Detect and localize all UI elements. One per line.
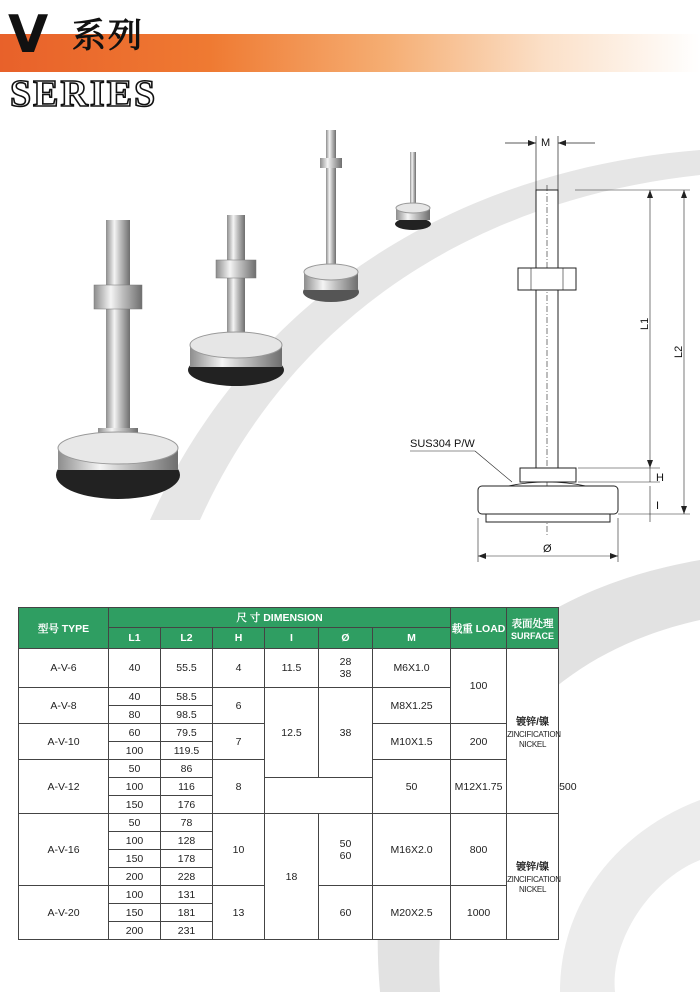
type-cell: A-V-6 [19, 649, 109, 688]
d-value: 50 [339, 837, 352, 850]
l1-cell: 40 [109, 649, 161, 688]
d-value: 38 [339, 668, 352, 680]
label-material: SUS304 P/W [410, 438, 475, 450]
d-cell [319, 649, 373, 688]
l1-cell: 100 [109, 832, 161, 850]
load-header: 载重 LOAD [451, 608, 507, 649]
l1-cell: 150 [109, 796, 161, 814]
type-cell: A-V-12 [19, 760, 109, 814]
table-row [19, 814, 559, 832]
table-row [19, 649, 559, 688]
series-title-cn: 系列 [72, 17, 144, 55]
l2-cell: 131 [161, 886, 213, 904]
load-cell: 800 [451, 814, 507, 886]
col-d-header: Ø [319, 628, 373, 649]
table-row: A-V-12 50 86 8 50 M12X1.75 500 [19, 760, 559, 778]
surface-cn: 镀锌/镍 [516, 716, 549, 728]
m-cell: M10X1.5 [373, 724, 451, 760]
surface-en-2: NICKEL [519, 885, 547, 894]
l1-cell: 50 [109, 814, 161, 832]
l1-cell: 60 [109, 724, 161, 742]
h-cell: 10 [213, 814, 265, 886]
col-m-header: M [373, 628, 451, 649]
load-cell: 1000 [451, 886, 507, 940]
surface-header-cn: 表面处理 [511, 617, 554, 630]
label-i: I [656, 500, 660, 512]
load-cell: 200 [451, 724, 507, 760]
type-cell: A-V-10 [19, 724, 109, 760]
l2-cell: 58.5 [161, 688, 213, 706]
label-l1: L1 [639, 317, 651, 330]
d-cell: 60 [319, 886, 373, 940]
l1-cell: 100 [109, 778, 161, 796]
type-header: 型号 TYPE [19, 608, 109, 649]
load-cell: 100 [451, 649, 507, 724]
l1-cell: 200 [109, 868, 161, 886]
l1-cell: 50 [109, 760, 161, 778]
l2-cell: 178 [161, 850, 213, 868]
type-cell: A-V-16 [19, 814, 109, 886]
h-cell: 8 [213, 760, 265, 814]
l2-cell: 181 [161, 904, 213, 922]
l2-cell: 176 [161, 796, 213, 814]
spec-table [18, 607, 577, 940]
surface-cell [507, 649, 559, 814]
series-letter: V [8, 5, 49, 65]
l2-cell: 228 [161, 868, 213, 886]
i-cell: 18 [265, 814, 319, 940]
l1-cell: 150 [109, 850, 161, 868]
h-cell: 4 [213, 649, 265, 688]
col-l2-header: L2 [161, 628, 213, 649]
col-h-header: H [213, 628, 265, 649]
type-cell: A-V-20 [19, 886, 109, 940]
surface-cn: 镀锌/镍 [516, 862, 549, 873]
surface-cell [507, 814, 559, 940]
surface-header-en: SURFACE [511, 630, 555, 641]
l2-cell: 79.5 [161, 724, 213, 742]
l1-cell: 150 [109, 904, 161, 922]
m-cell: M16X2.0 [373, 814, 451, 886]
label-h: H [656, 472, 664, 484]
surface-en-2: NICKEL [519, 739, 547, 749]
l1-cell: 200 [109, 922, 161, 940]
d-cell [319, 814, 373, 886]
i-cell: 11.5 [265, 649, 319, 688]
type-cell: A-V-8 [19, 688, 109, 724]
technical-diagram [400, 120, 700, 580]
h-cell: 13 [213, 886, 265, 940]
leveling-foot-medium [188, 215, 284, 386]
dimension-header: 尺 寸 DIMENSION [109, 608, 451, 628]
m-cell: M8X1.25 [373, 688, 451, 724]
col-l1-header: L1 [109, 628, 161, 649]
l2-cell: 78 [161, 814, 213, 832]
label-diameter: Ø [543, 543, 552, 555]
label-m: M [541, 137, 551, 149]
l2-cell: 119.5 [161, 742, 213, 760]
l1-cell: 80 [109, 706, 161, 724]
l2-cell: 128 [161, 832, 213, 850]
m-cell: M6X1.0 [373, 649, 451, 688]
h-cell: 6 [213, 688, 265, 724]
l2-cell: 231 [161, 922, 213, 940]
l1-cell: 100 [109, 886, 161, 904]
l1-cell: 100 [109, 742, 161, 760]
d-cell: 50 [373, 760, 451, 814]
surface-header [507, 608, 559, 649]
d-value: 28 [339, 656, 352, 668]
d-cell: 38 [319, 688, 373, 778]
l2-cell: 116 [161, 778, 213, 796]
d-value: 60 [339, 849, 352, 862]
surface-en-1: ZINCIFICATION [507, 875, 561, 884]
l2-cell: 86 [161, 760, 213, 778]
surface-en-1: ZINCIFICATION [507, 729, 561, 739]
m-cell: M20X2.5 [373, 886, 451, 940]
series-title-en: SERIES [10, 73, 158, 115]
m-cell: M12X1.75 [451, 760, 507, 814]
i-cell: 12.5 [265, 688, 319, 778]
l2-cell: 98.5 [161, 706, 213, 724]
label-l2: L2 [673, 345, 685, 358]
l1-cell: 40 [109, 688, 161, 706]
leveling-foot-large [56, 220, 180, 499]
h-cell: 7 [213, 724, 265, 760]
leveling-foot-tall [303, 130, 359, 302]
col-i-header: I [265, 628, 319, 649]
l2-cell: 55.5 [161, 649, 213, 688]
